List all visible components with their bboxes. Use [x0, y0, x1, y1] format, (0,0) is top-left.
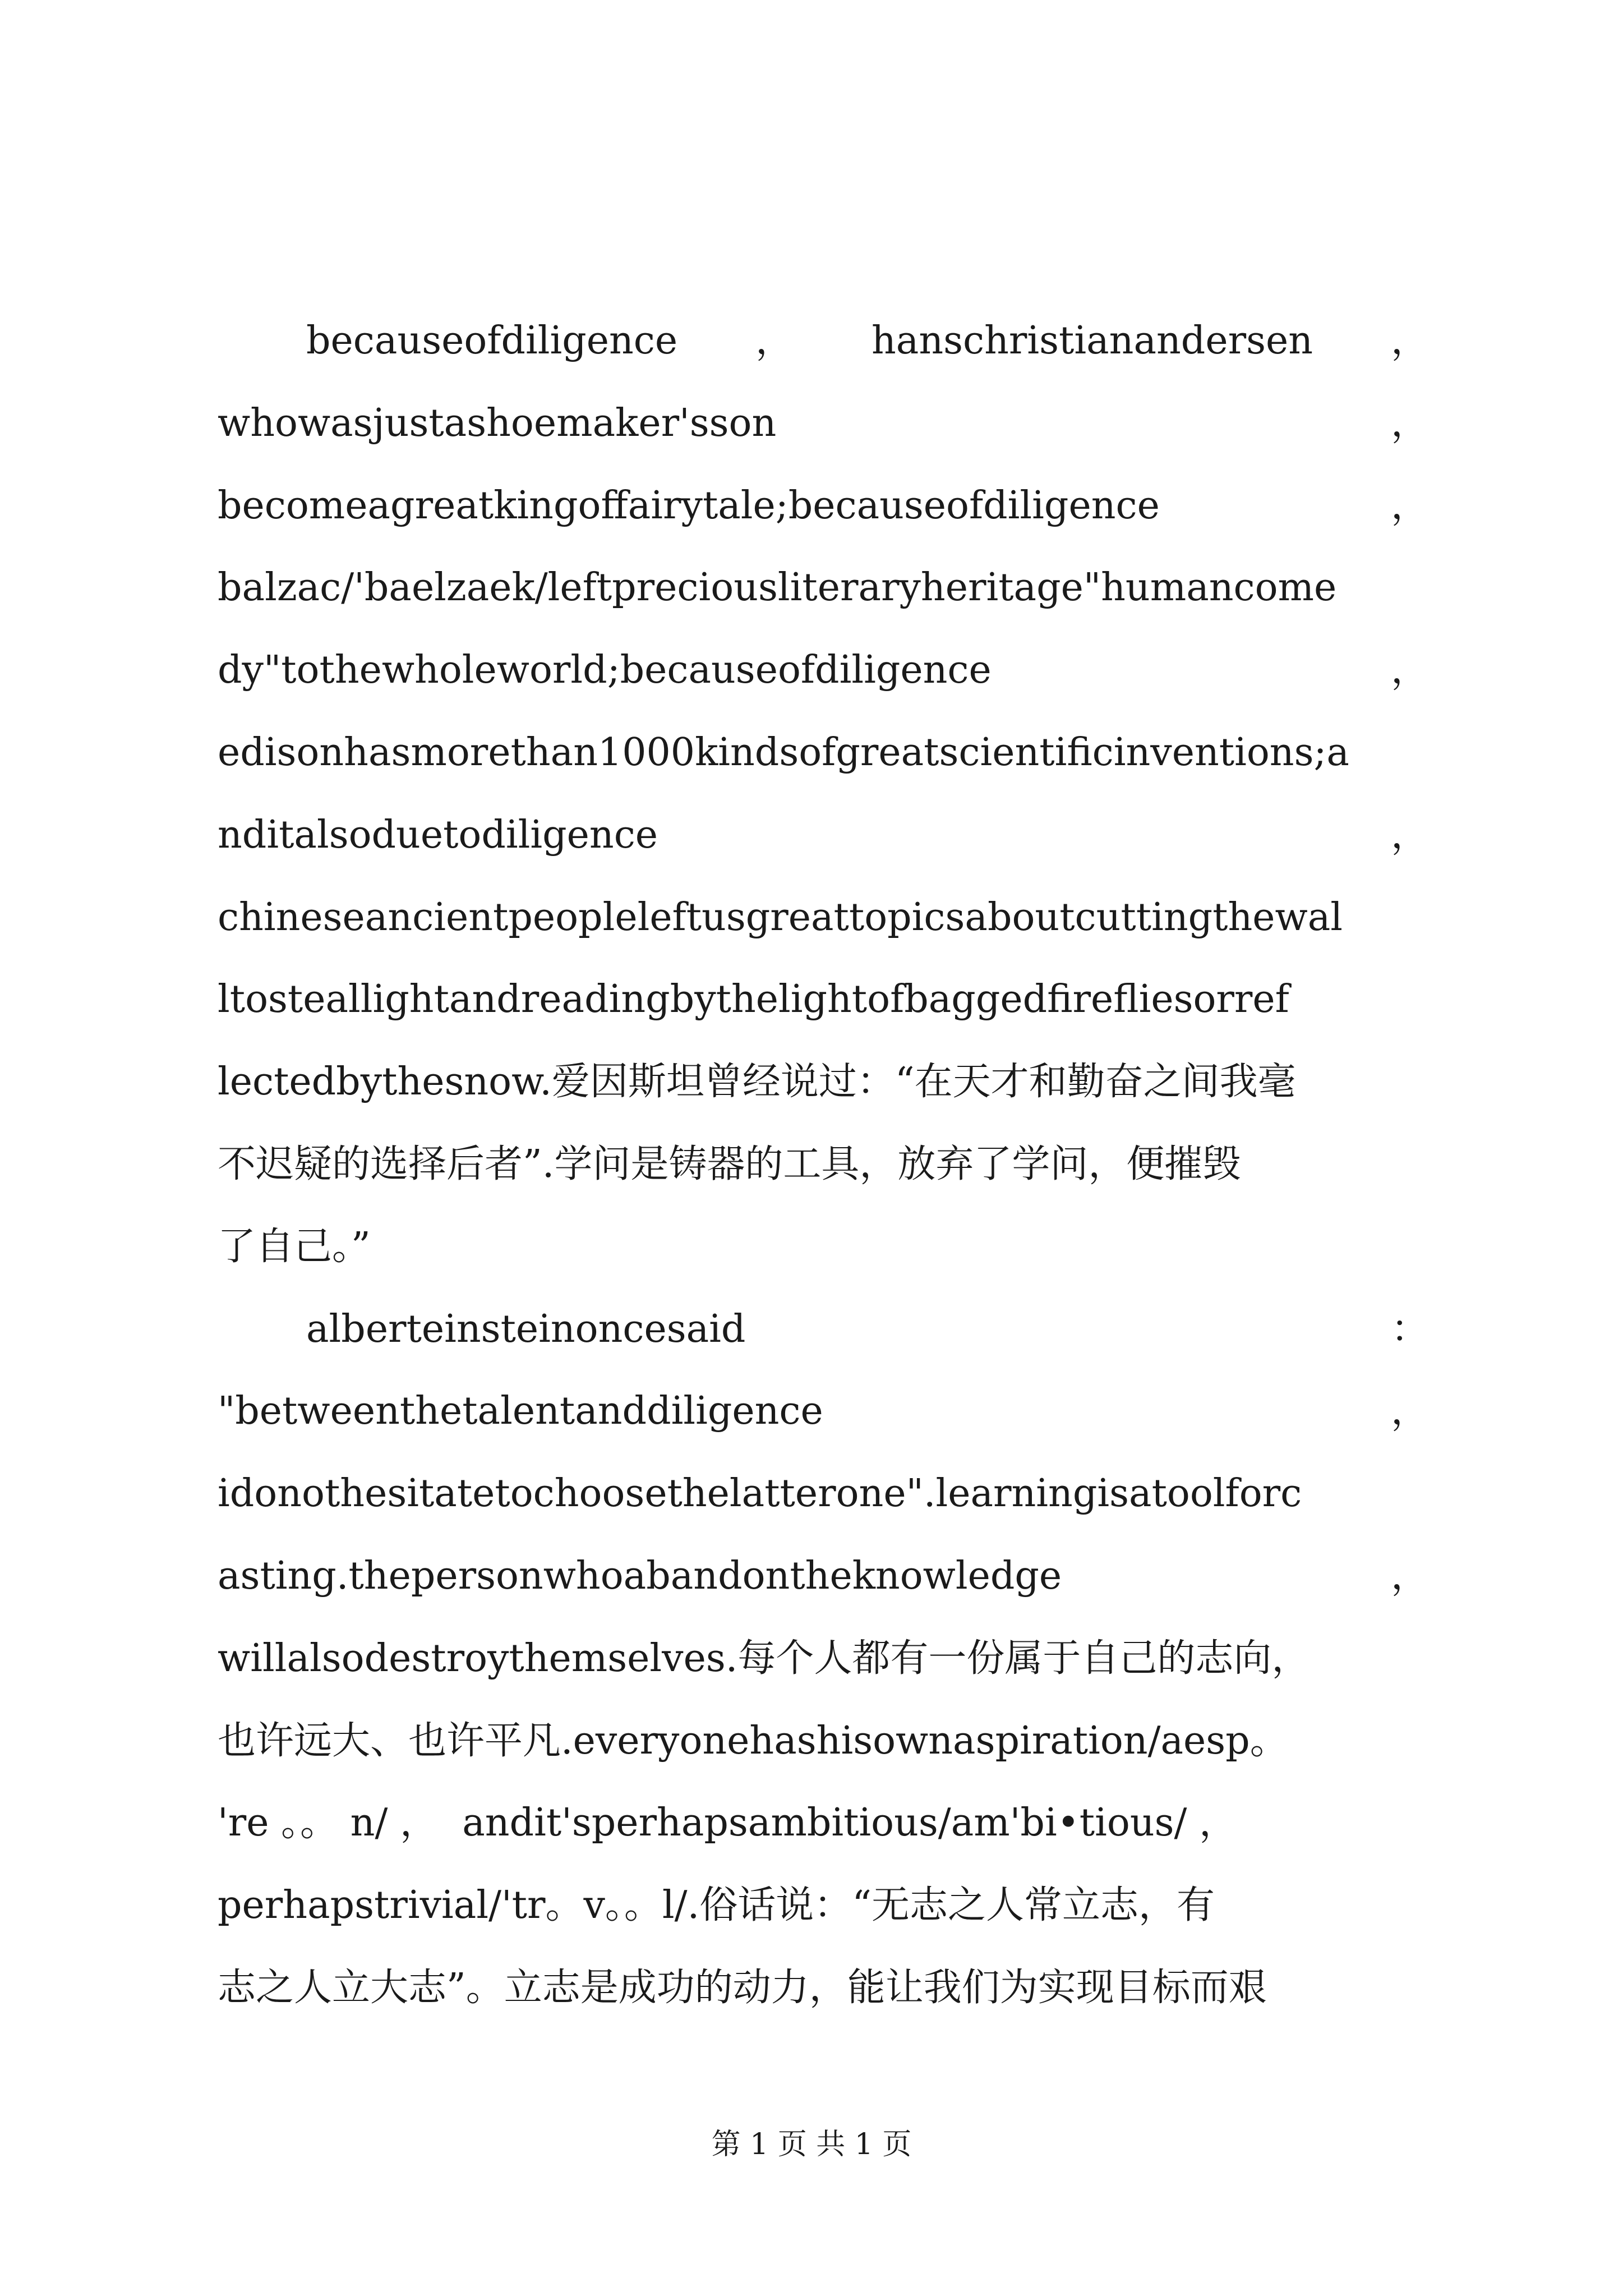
text-segment: asting.thepersonwhoabandontheknowledge	[218, 1553, 1062, 1598]
text-segment: becauseofdiligence	[306, 319, 678, 363]
text-line	[218, 547, 1429, 629]
text-line	[218, 1206, 1429, 1289]
text-segment: nditalsoduetodiligence	[218, 812, 658, 857]
text-segment: ，	[755, 319, 794, 363]
text-segment: 不迟疑的选择后者”.学问是铸器的工具，放弃了学问，便摧毁	[218, 1142, 1241, 1186]
text-segment: ，	[1390, 1389, 1429, 1434]
text-segment: "betweenthetalentanddiligence	[218, 1389, 823, 1434]
text-line	[218, 1289, 1429, 1371]
text-segment: ，	[1390, 1553, 1429, 1598]
text-segment: hanschristianandersen	[872, 319, 1313, 363]
text-line	[218, 1947, 1429, 2030]
text-segment: ，	[1390, 319, 1429, 363]
text-line	[218, 1041, 1429, 1124]
text-line	[218, 629, 1429, 712]
text-line	[218, 1370, 1429, 1453]
text-segment: ，	[1390, 483, 1429, 528]
text-segment: ，	[1390, 812, 1429, 857]
text-segment: perhapstrivial/'tr。v。。l/.俗话说：“无志之人常立志，有	[218, 1883, 1215, 1928]
text-line	[218, 465, 1429, 547]
text-segment: dy"tothewholeworld;becauseofdiligence	[218, 648, 992, 693]
text-line	[218, 794, 1429, 877]
text-line	[218, 1782, 1429, 1865]
page-footer: 第 1 页 共 1 页	[711, 2128, 912, 2161]
text-line	[218, 712, 1429, 794]
text-line	[218, 1453, 1429, 1535]
text-segment: ：	[1390, 1306, 1429, 1351]
text-segment: chineseancientpeopleleftusgreattopicsaboutcuttingthewal	[218, 895, 1343, 940]
text-segment: 're 。。 n/ ， andit'sperhapsambitious/am'bi•tious/ ，	[218, 1801, 1238, 1846]
text-segment: willalsodestroythemselves.每个人都有一份属于自己的志向，	[218, 1636, 1310, 1681]
text-line	[218, 1535, 1429, 1618]
text-line	[218, 1124, 1429, 1206]
text-line	[218, 1700, 1429, 1783]
text-segment: 也许远大、也许平凡.everyonehashisownaspiration/aesp。	[218, 1718, 1288, 1763]
text-segment: edisonhasmorethan1000kindsofgreatscientificinventions;a	[218, 730, 1349, 775]
text-segment: 了自己。”	[218, 1224, 371, 1269]
text-segment: lectedbythesnow.爱因斯坦曾经说过：“在天才和勤奋之间我毫	[218, 1060, 1296, 1105]
text-segment: ，	[1390, 401, 1429, 445]
text-line	[218, 300, 1429, 383]
text-segment: balzac/'baelzaek/leftpreciousliteraryheritage"humancome	[218, 565, 1337, 610]
text-line	[218, 877, 1429, 959]
text-segment: 志之人立大志”。立志是成功的动力，能让我们为实现目标而艰	[218, 1965, 1267, 2010]
text-segment: becomeagreatkingoffairytale;becauseofdiligence	[218, 483, 1160, 528]
text-segment: ltosteallightandreadingbythelightofbaggedfirefliesorref	[218, 977, 1289, 1022]
text-line	[218, 1618, 1429, 1700]
text-line	[218, 1865, 1429, 1947]
text-segment: idonothesitatetochoosethelatterone".learningisatoolforc	[218, 1471, 1302, 1516]
text-line	[218, 383, 1429, 465]
text-segment: alberteinsteinoncesaid	[306, 1306, 746, 1351]
text-segment: ，	[1390, 648, 1429, 693]
document-body	[218, 300, 1429, 2030]
text-line	[218, 959, 1429, 1041]
text-segment: whowasjustashoemaker'sson	[218, 401, 777, 445]
